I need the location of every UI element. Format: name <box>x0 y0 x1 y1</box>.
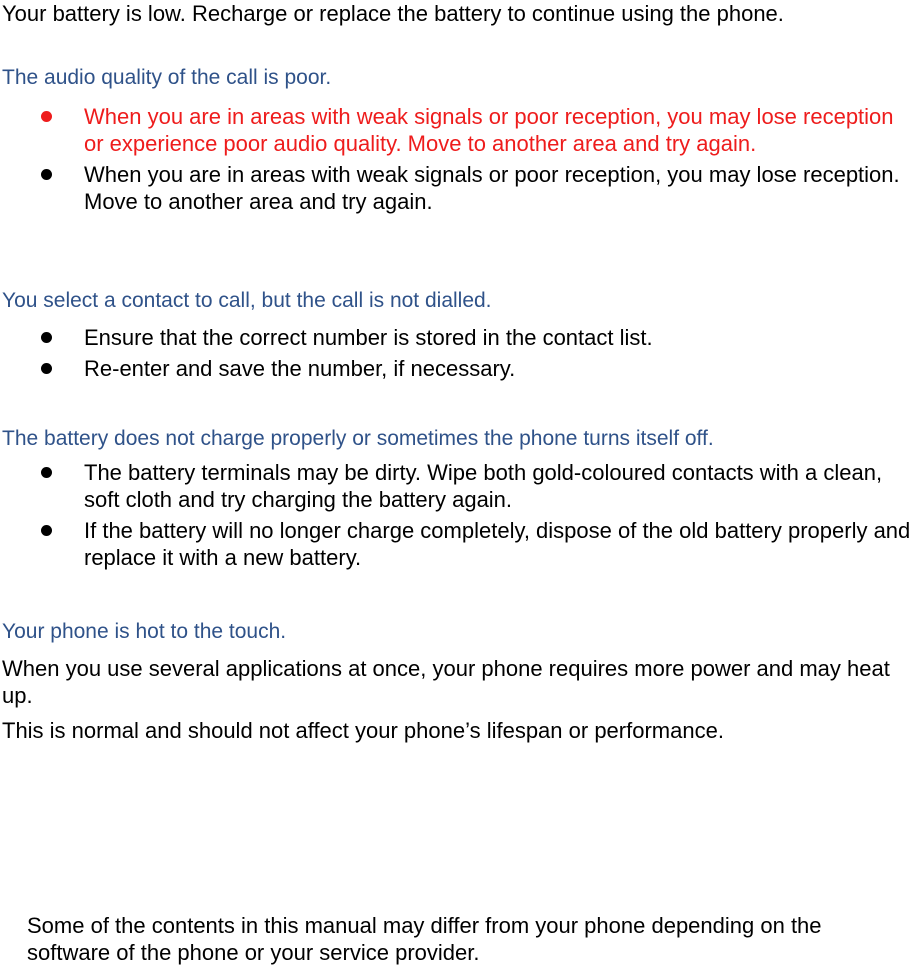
paragraph-normal-behaviour: This is normal and should not affect your phone’s lifespan or performance. <box>2 718 724 743</box>
bullet-item <box>0 517 918 571</box>
bullet-dot-icon <box>41 111 52 122</box>
heading-poor-audio: The audio quality of the call is poor. <box>2 66 332 89</box>
bullet-text: If the battery will no longer charge completely, dispose of the old battery properly and replace it with a new battery. <box>84 518 911 570</box>
paragraph-power-usage: When you use several applications at once, your phone requires more power and may heat up. <box>2 656 890 708</box>
bullet-text: Re-enter and save the number, if necessary. <box>84 356 516 381</box>
heading-call-not-dialled: You select a contact to call, but the call is not dialled. <box>2 289 492 312</box>
bullet-item <box>0 161 918 215</box>
bullet-dot-icon <box>41 467 52 478</box>
bullet-item <box>0 355 918 382</box>
bullet-item <box>0 324 918 351</box>
bullet-dot-icon <box>41 332 52 343</box>
bullet-item-highlighted <box>0 103 918 157</box>
bullet-dot-icon <box>41 363 52 374</box>
bullet-dot-icon <box>41 525 52 536</box>
bullet-list-poor-audio <box>0 103 918 219</box>
bullet-dot-icon <box>41 169 52 180</box>
bullet-text: The battery terminals may be dirty. Wipe both gold-coloured contacts with a clean, soft cloth and try charging the battery again. <box>84 460 883 512</box>
bullet-text: Ensure that the correct number is stored in the contact list. <box>84 325 653 350</box>
footer-disclaimer: Some of the contents in this manual may differ from your phone depending on the software of the phone or your service provider. <box>27 913 822 965</box>
bullet-text: When you are in areas with weak signals or poor reception, you may lose reception or experience poor audio quality. Move to another area and try again. <box>84 104 894 156</box>
heading-phone-hot: Your phone is hot to the touch. <box>2 620 287 643</box>
bullet-list-battery-charge <box>0 459 918 575</box>
intro-text: Your battery is low. Recharge or replace the battery to continue using the phone. <box>2 1 784 26</box>
bullet-list-call-not-dialled <box>0 324 918 386</box>
bullet-text: When you are in areas with weak signals or poor reception, you may lose reception. Move to another area and try again. <box>84 162 900 214</box>
heading-battery-charge: The battery does not charge properly or sometimes the phone turns itself off. <box>2 427 714 450</box>
bullet-item <box>0 459 918 513</box>
